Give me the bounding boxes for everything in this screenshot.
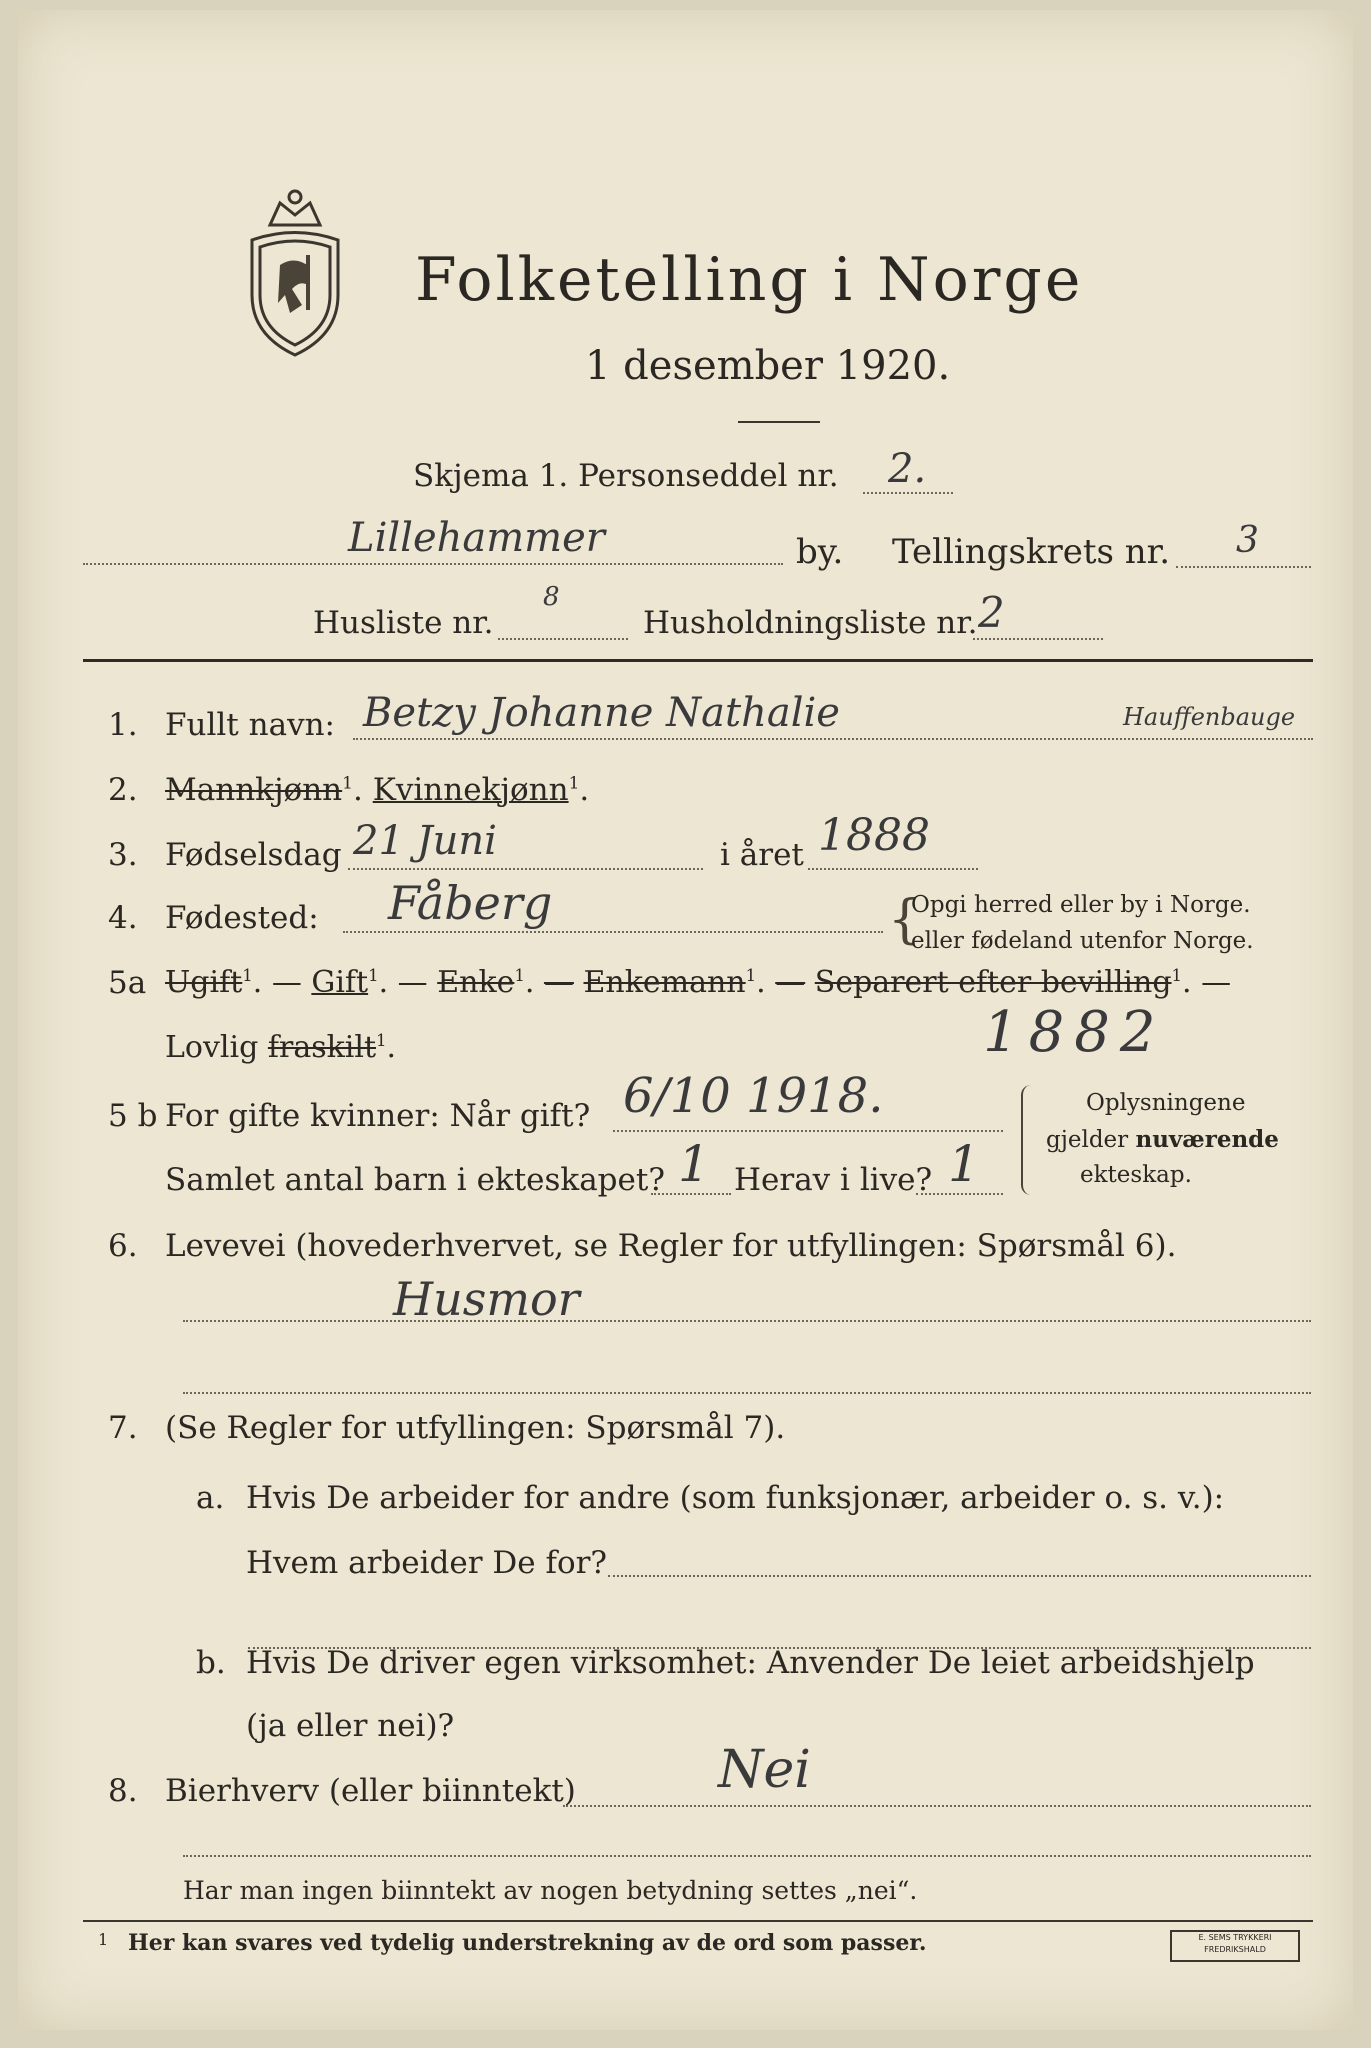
dotted-line	[651, 1193, 731, 1195]
q7-label: (Se Regler for utfyllingen: Spørsmål 7).	[165, 1410, 786, 1446]
q3-year-label: i året	[720, 837, 804, 873]
q5b-label: For gifte kvinner: Når gift?	[165, 1098, 591, 1134]
footnote: Her kan svares ved tydelig understrekning av de ord som passer.	[128, 1930, 927, 1956]
q1-value: Betzy Johanne Nathalie	[363, 690, 840, 736]
tellingskrets-label: Tellingskrets nr.	[892, 532, 1171, 572]
footer-divider	[83, 1920, 1313, 1922]
dotted-line	[916, 1193, 1003, 1195]
q5a-fraskilt: Lovlig fraskilt$^1$.	[165, 1030, 397, 1065]
dotted-line	[83, 563, 783, 565]
q5b-note-line3: ekteskap.	[1080, 1162, 1192, 1188]
q6-label: Levevei (hovederhvervet, se Regler for utfyllingen: Spørsmål 6).	[165, 1228, 1177, 1264]
husliste-value: 8	[543, 582, 560, 612]
q5b-alive-label: Herav i live?	[734, 1162, 933, 1198]
q4-note-bracket: {	[888, 890, 922, 950]
q5a-gift: Gift	[311, 965, 369, 1000]
dotted-line	[808, 868, 978, 870]
dotted-line	[183, 1855, 1311, 1857]
q5b-note-line1: Oplysningene	[1086, 1090, 1246, 1116]
q1-number: 1.	[108, 707, 138, 743]
q5a-separert: Separert efter bevilling	[814, 965, 1172, 1000]
dotted-line	[348, 868, 703, 870]
q7b-text2: (ja eller nei)?	[246, 1708, 455, 1744]
q4-note-line1: Opgi herred eller by i Norge.	[911, 892, 1251, 918]
dotted-line	[353, 738, 1313, 740]
section-divider	[83, 659, 1313, 662]
dotted-line	[973, 638, 1103, 640]
q7a-text: Hvis De arbeider for andre (som funksjonær, arbeider o. s. v.):	[246, 1480, 1225, 1516]
census-form	[18, 10, 1353, 2030]
q5b-number: 5 b	[108, 1098, 158, 1134]
dotted-line	[343, 931, 883, 933]
dotted-line	[498, 638, 628, 640]
q5a-annotation: 1882	[983, 1000, 1166, 1065]
place-value: Lillehammer	[348, 515, 605, 561]
dotted-line	[183, 1392, 1311, 1394]
footer-note: Har man ingen biinntekt av nogen betydning settes „nei“.	[183, 1876, 918, 1905]
dotted-line	[563, 1805, 1311, 1807]
q3-day-value: 21 Juni	[353, 818, 497, 864]
q5a-options: Ugift$^1$. — Gift$^1$. — Enke$^1$. — Enkemann$^1$. — Separert efter bevilling$^1$. —	[165, 965, 1232, 1000]
census-date: 1 desember 1920.	[585, 343, 951, 389]
q3-number: 3.	[108, 837, 138, 873]
q6-number: 6.	[108, 1228, 138, 1264]
q4-note-line2: eller fødeland utenfor Norge.	[911, 928, 1254, 954]
footnote-mark: 1	[98, 1930, 109, 1949]
page-title: Folketelling i Norge	[415, 245, 1084, 315]
q3-label: Fødselsdag	[165, 837, 342, 873]
divider	[738, 421, 820, 423]
q4-label: Fødested:	[165, 900, 319, 936]
q5a-enke: Enke	[437, 965, 515, 1000]
tellingskrets-value: 3	[1236, 520, 1259, 561]
q5b-note-line2: gjelder nuværende	[1046, 1126, 1279, 1153]
q3-year-value: 1888	[818, 810, 930, 861]
q2-option-male: Mannkjønn	[165, 772, 343, 808]
q1-label: Fullt navn:	[165, 707, 335, 743]
by-label: by.	[796, 532, 844, 572]
personseddel-value: 2.	[888, 446, 927, 492]
q5a-enkemann: Enkemann	[583, 965, 746, 1000]
q5b-children-label: Samlet antal barn i ekteskapet?	[165, 1162, 665, 1198]
q7a-text2: Hvem arbeider De for?	[246, 1545, 608, 1581]
q7a-letter: a.	[196, 1480, 225, 1516]
q4-value: Fåberg	[388, 876, 553, 930]
q2-number: 2.	[108, 772, 138, 808]
q5b-children-value: 1	[678, 1135, 710, 1193]
q5a-number: 5a	[108, 965, 147, 1001]
skjema-label: Skjema 1. Personseddel nr.	[413, 458, 839, 494]
q8-number: 8.	[108, 1773, 138, 1809]
q7-number: 7.	[108, 1410, 138, 1446]
husholdning-value: 2	[978, 588, 1005, 637]
printer-stamp: E. SEMS TRYKKERI FREDRIKSHALD	[1170, 1930, 1300, 1962]
q8-label: Bierhverv (eller biinntekt)	[165, 1773, 576, 1809]
q2-option-female: Kvinnekjønn	[372, 772, 569, 808]
coat-of-arms-icon	[240, 185, 350, 360]
q8-value: Nei	[718, 1740, 811, 1800]
dotted-line	[183, 1320, 1311, 1322]
dotted-line	[608, 1575, 1311, 1577]
dotted-line	[863, 492, 953, 494]
husholdning-label: Husholdningsliste nr.	[643, 605, 978, 641]
q1-value-surname: Hauffenbauge	[1123, 703, 1296, 731]
q5b-note-bracket	[1021, 1085, 1033, 1195]
dotted-line	[613, 1130, 1003, 1132]
q5b-alive-value: 1	[948, 1135, 980, 1193]
q5a-ugift: Ugift	[165, 965, 243, 1000]
q7b-text: Hvis De driver egen virksomhet: Anvender De leiet arbeidshjelp	[246, 1645, 1255, 1681]
husliste-label: Husliste nr.	[313, 605, 494, 641]
q7b-letter: b.	[196, 1645, 226, 1681]
q4-number: 4.	[108, 900, 138, 936]
dotted-line	[1176, 566, 1311, 568]
q6-value: Husmor	[393, 1272, 580, 1326]
q5b-married-value: 6/10 1918.	[623, 1068, 884, 1124]
q2-options: Mannkjønn$^1$. Kvinnekjønn$^1$.	[165, 772, 590, 808]
